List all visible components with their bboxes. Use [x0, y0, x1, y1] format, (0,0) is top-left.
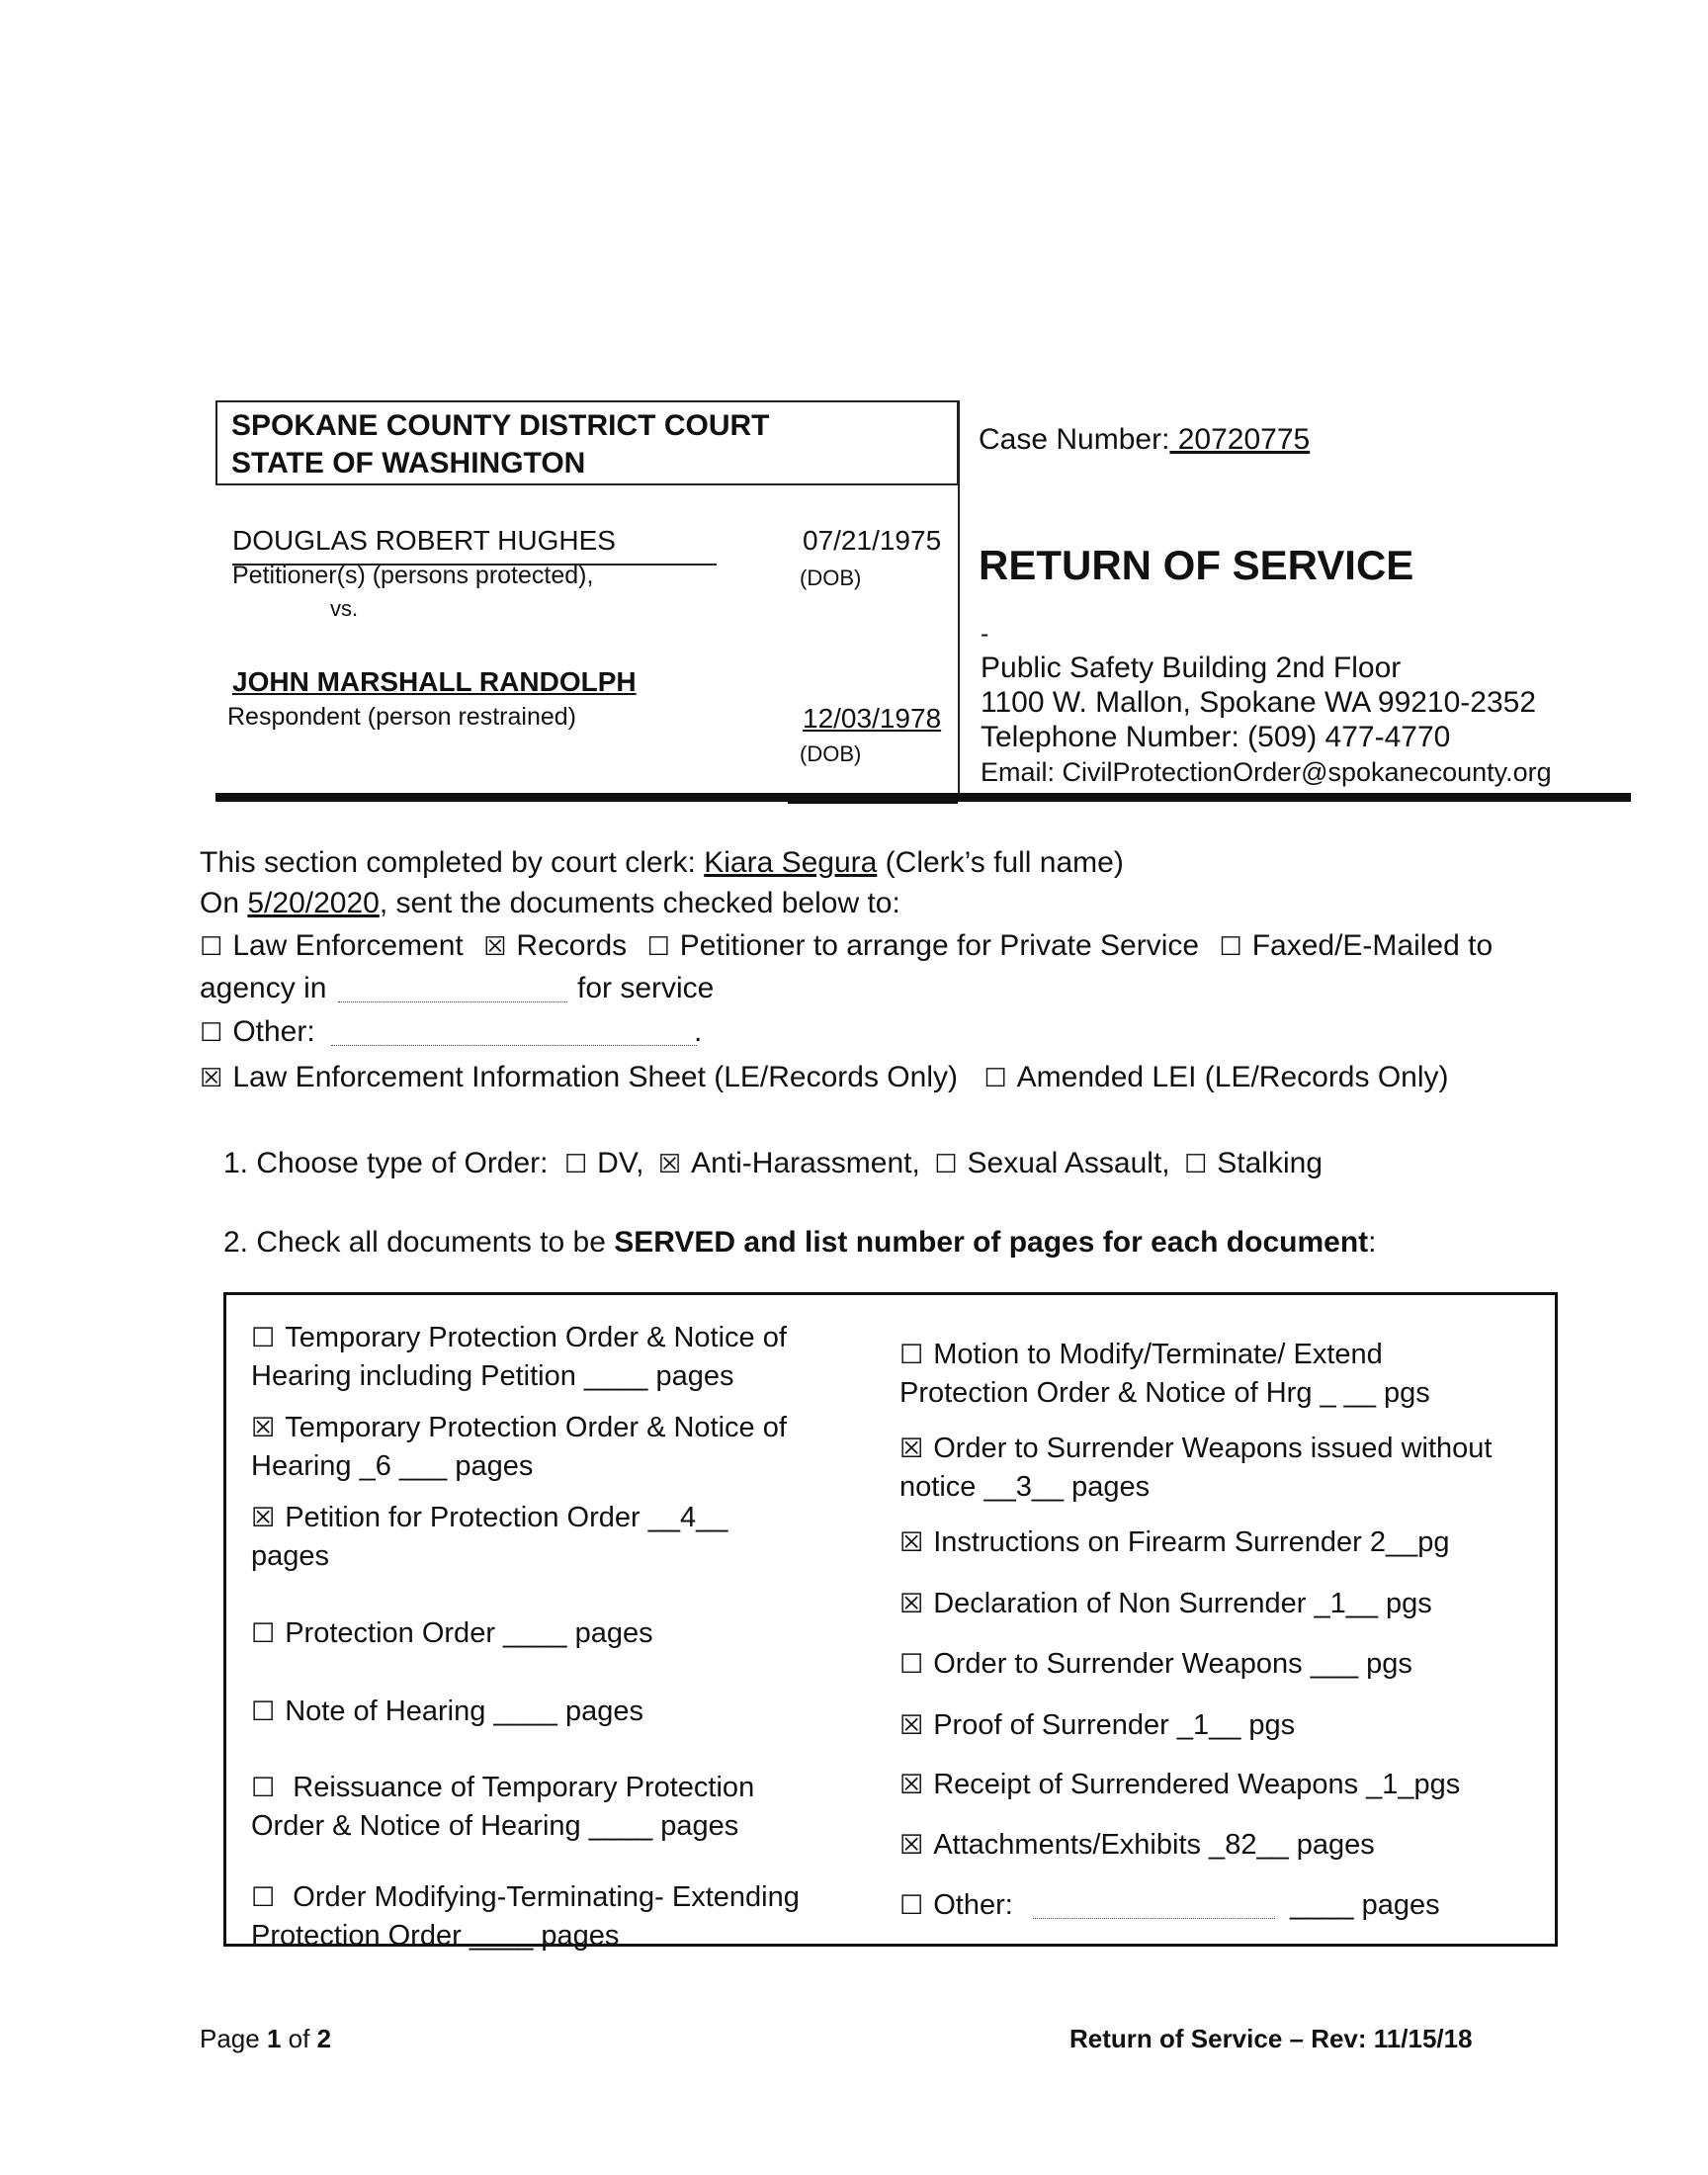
doc-label-2: Protection Order & Notice of Hrg _ __ pgs: [899, 1377, 1430, 1409]
respondent-dob: 12/03/1978: [803, 703, 942, 734]
option-other[interactable]: [200, 1015, 315, 1049]
option-amended-lei[interactable]: [983, 1061, 1448, 1093]
checkbox-icon: ☐: [1219, 932, 1242, 962]
checkbox-icon: ☐: [251, 1618, 276, 1649]
option-label: Records: [516, 929, 628, 962]
checkbox-icon: ☒: [251, 1503, 276, 1533]
doc-label: Instructions on Firearm Surrender 2__pg: [933, 1526, 1450, 1558]
checkbox-icon: ☒: [483, 932, 507, 962]
court-name: SPOKANE COUNTY DISTRICT COURT: [231, 409, 770, 442]
agency-field[interactable]: [338, 1001, 567, 1002]
doc-declaration-non-surrender[interactable]: [899, 1585, 1432, 1623]
checkbox-icon: ☒: [251, 1413, 276, 1443]
doc-protection-order[interactable]: [251, 1614, 653, 1653]
doc-label: Other:: [933, 1889, 1013, 1921]
sent-text: , sent the documents checked below to:: [379, 887, 900, 919]
doc-firearm-instructions[interactable]: [899, 1523, 1449, 1562]
doc-label: Order to Surrender Weapons ___ pgs: [933, 1648, 1412, 1680]
doc-label: Motion to Modify/Terminate/ Extend: [933, 1339, 1383, 1370]
case-number: [979, 423, 1310, 457]
checkbox-icon: ☐: [200, 1018, 223, 1048]
clerk-line: [200, 846, 1124, 880]
checkbox-icon: ☒: [200, 1064, 223, 1093]
checkbox-icon: ☒: [899, 1710, 924, 1741]
page-prefix: Page: [200, 2024, 267, 2053]
checkbox-icon: ☐: [1183, 1150, 1208, 1179]
checkbox-icon: ☒: [899, 1527, 924, 1558]
caption-divider: [958, 400, 960, 801]
doc-label: Temporary Protection Order & Notice of: [285, 1322, 787, 1353]
checkbox-icon: ☒: [899, 1830, 924, 1861]
doc-label-2: Order & Notice of Hearing ____ pages: [251, 1810, 739, 1842]
doc-attachments-exhibits[interactable]: [899, 1826, 1375, 1865]
order-type-sexual-assault[interactable]: [934, 1147, 1169, 1179]
petitioner-name: DOUGLAS ROBERT HUGHES: [232, 525, 616, 556]
option-lei-sheet[interactable]: [200, 1061, 958, 1093]
doc-proof-of-surrender[interactable]: [899, 1706, 1295, 1745]
page-total: 2: [316, 2024, 332, 2053]
checkbox-icon: ☐: [563, 1150, 588, 1179]
option-law-enforcement[interactable]: [200, 929, 464, 962]
page-number: 1: [266, 2024, 282, 2053]
petitioner-dob-label: (DOB): [800, 566, 862, 590]
sent-date-line: [200, 887, 900, 920]
doc-surrender-weapons-without-notice[interactable]: [899, 1430, 1492, 1506]
court-address-line1: Public Safety Building 2nd Floor: [981, 652, 1402, 684]
doc-label: Note of Hearing ____ pages: [285, 1696, 643, 1727]
checkbox-icon: ☒: [657, 1150, 682, 1179]
document-title: RETURN OF SERVICE: [979, 542, 1414, 588]
sent-date: 5/20/2020: [247, 887, 380, 919]
served-prefix: 2. Check all documents to be: [223, 1226, 615, 1259]
doc-other-pages: ____ pages: [1290, 1889, 1440, 1921]
doc-label-2: notice __3__ pages: [899, 1471, 1151, 1503]
checkbox-icon: ☐: [983, 1064, 1007, 1093]
doc-motion-to-modify[interactable]: [899, 1336, 1430, 1412]
doc-reissuance[interactable]: [251, 1769, 754, 1845]
dob-rule: [788, 801, 958, 804]
doc-label: Attachments/Exhibits _82__ pages: [933, 1829, 1375, 1861]
petitioner-dob: 07/21/1975: [803, 525, 942, 556]
option-label: Faxed/E-Mailed to: [1251, 929, 1494, 962]
petitioner-label: Petitioner(s) (persons protected),: [232, 562, 594, 589]
form-revision: Return of Service – Rev: 11/15/18: [1069, 2024, 1473, 2053]
checkbox-icon: ☐: [934, 1150, 958, 1179]
clerk-suffix: (Clerk’s full name): [877, 846, 1124, 879]
respondent-dob-label: (DOB): [800, 741, 862, 766]
lei-label: Law Enforcement Information Sheet (LE/Records Only): [232, 1061, 958, 1093]
order-type-label: 1. Choose type of Order:: [223, 1147, 549, 1179]
doc-receipt-surrendered-weapons[interactable]: [899, 1766, 1460, 1804]
doc-label: Temporary Protection Order & Notice of: [285, 1412, 787, 1443]
doc-order-modifying[interactable]: [251, 1878, 800, 1955]
served-instructions: [223, 1226, 1376, 1260]
on-label: On: [200, 887, 248, 919]
other-field[interactable]: [331, 1045, 697, 1046]
order-type-stalking[interactable]: [1184, 1147, 1323, 1179]
checkbox-icon: ☒: [899, 1434, 924, 1464]
order-type-option-label: Stalking: [1217, 1147, 1324, 1179]
order-type-option-label: DV,: [597, 1147, 644, 1179]
doc-label: Proof of Surrender _1__ pgs: [933, 1709, 1296, 1741]
served-bold: SERVED and list number of pages for each document: [614, 1226, 1369, 1259]
doc-note-of-hearing[interactable]: [251, 1693, 643, 1731]
doc-label-2: Hearing including Petition ____ pages: [251, 1360, 734, 1392]
order-type-dv[interactable]: [564, 1147, 644, 1179]
checkbox-icon: ☐: [646, 932, 670, 962]
doc-temp-order-with-petition[interactable]: [251, 1319, 787, 1395]
checkbox-icon: ☐: [251, 1773, 276, 1803]
doc-other[interactable]: [899, 1886, 1013, 1925]
option-label: Law Enforcement: [232, 929, 464, 962]
checkbox-icon: ☒: [899, 1770, 924, 1800]
order-type-option-label: Sexual Assault,: [967, 1147, 1170, 1179]
checkbox-icon: ☐: [251, 1696, 276, 1727]
clerk-intro: This section completed by court clerk:: [200, 846, 705, 879]
case-number-label: Case Number:: [979, 423, 1170, 456]
for-service-label: for service: [577, 972, 715, 1004]
court-phone: Telephone Number: (509) 477-4770: [981, 721, 1451, 753]
agency-in-label: agency in: [200, 972, 327, 1004]
other-period: .: [694, 1015, 703, 1048]
doc-label: Receipt of Surrendered Weapons _1_pgs: [933, 1769, 1461, 1800]
doc-petition[interactable]: [251, 1499, 727, 1575]
checkbox-icon: ☐: [899, 1340, 924, 1370]
order-type-line: [223, 1147, 1323, 1180]
page-indicator: [200, 2024, 331, 2054]
title-dash: -: [981, 620, 989, 648]
checkbox-icon: ☐: [899, 1649, 924, 1680]
doc-label-2: pages: [251, 1540, 330, 1572]
checkbox-icon: ☐: [200, 932, 223, 962]
option-records[interactable]: [483, 929, 627, 962]
checkbox-icon: ☒: [899, 1589, 924, 1619]
order-type-option-label: Anti-Harassment,: [691, 1147, 920, 1179]
checkbox-icon: ☐: [251, 1323, 276, 1353]
court-address-line2: 1100 W. Mallon, Spokane WA 99210-2352: [981, 686, 1537, 719]
order-type-anti-harassment[interactable]: [658, 1147, 920, 1179]
doc-temp-order-notice[interactable]: [251, 1409, 787, 1485]
doc-label: Declaration of Non Surrender _1__ pgs: [933, 1588, 1432, 1619]
case-number-value: 20720775: [1169, 423, 1311, 456]
option-label: Petitioner to arrange for Private Service: [679, 929, 1200, 962]
checkbox-icon: ☐: [251, 1882, 276, 1913]
respondent-label: Respondent (person restrained): [227, 703, 576, 731]
checkbox-icon: ☐: [899, 1890, 924, 1921]
option-private-service[interactable]: [646, 929, 1199, 962]
doc-other-field[interactable]: [1033, 1918, 1275, 1919]
doc-label: Order to Surrender Weapons issued without: [933, 1433, 1493, 1464]
court-state: STATE OF WASHINGTON: [231, 447, 586, 479]
doc-label-2: Protection Order ____ pages: [251, 1920, 620, 1952]
other-label: Other:: [232, 1015, 315, 1048]
doc-label: Protection Order ____ pages: [285, 1617, 653, 1649]
doc-order-surrender-weapons[interactable]: [899, 1645, 1412, 1684]
amended-lei-label: Amended LEI (LE/Records Only): [1016, 1061, 1449, 1093]
doc-label: Reissuance of Temporary Protection: [285, 1772, 755, 1803]
served-suffix: :: [1368, 1226, 1377, 1259]
doc-label: Order Modifying-Terminating- Extending: [285, 1881, 800, 1913]
lei-options: [200, 1061, 1449, 1094]
clerk-name: Kiara Segura: [704, 846, 878, 879]
court-email: Email: CivilProtectionOrder@spokanecounty.org: [981, 757, 1552, 787]
send-options: [200, 929, 1493, 963]
option-faxed-emailed[interactable]: [1219, 929, 1493, 962]
respondent-name: JOHN MARSHALL RANDOLPH: [232, 666, 637, 697]
page-mid: of: [281, 2024, 317, 2053]
doc-label: Petition for Protection Order __4__: [285, 1502, 728, 1533]
versus-label: vs.: [330, 596, 359, 621]
doc-label-2: Hearing _6 ___ pages: [251, 1450, 534, 1482]
